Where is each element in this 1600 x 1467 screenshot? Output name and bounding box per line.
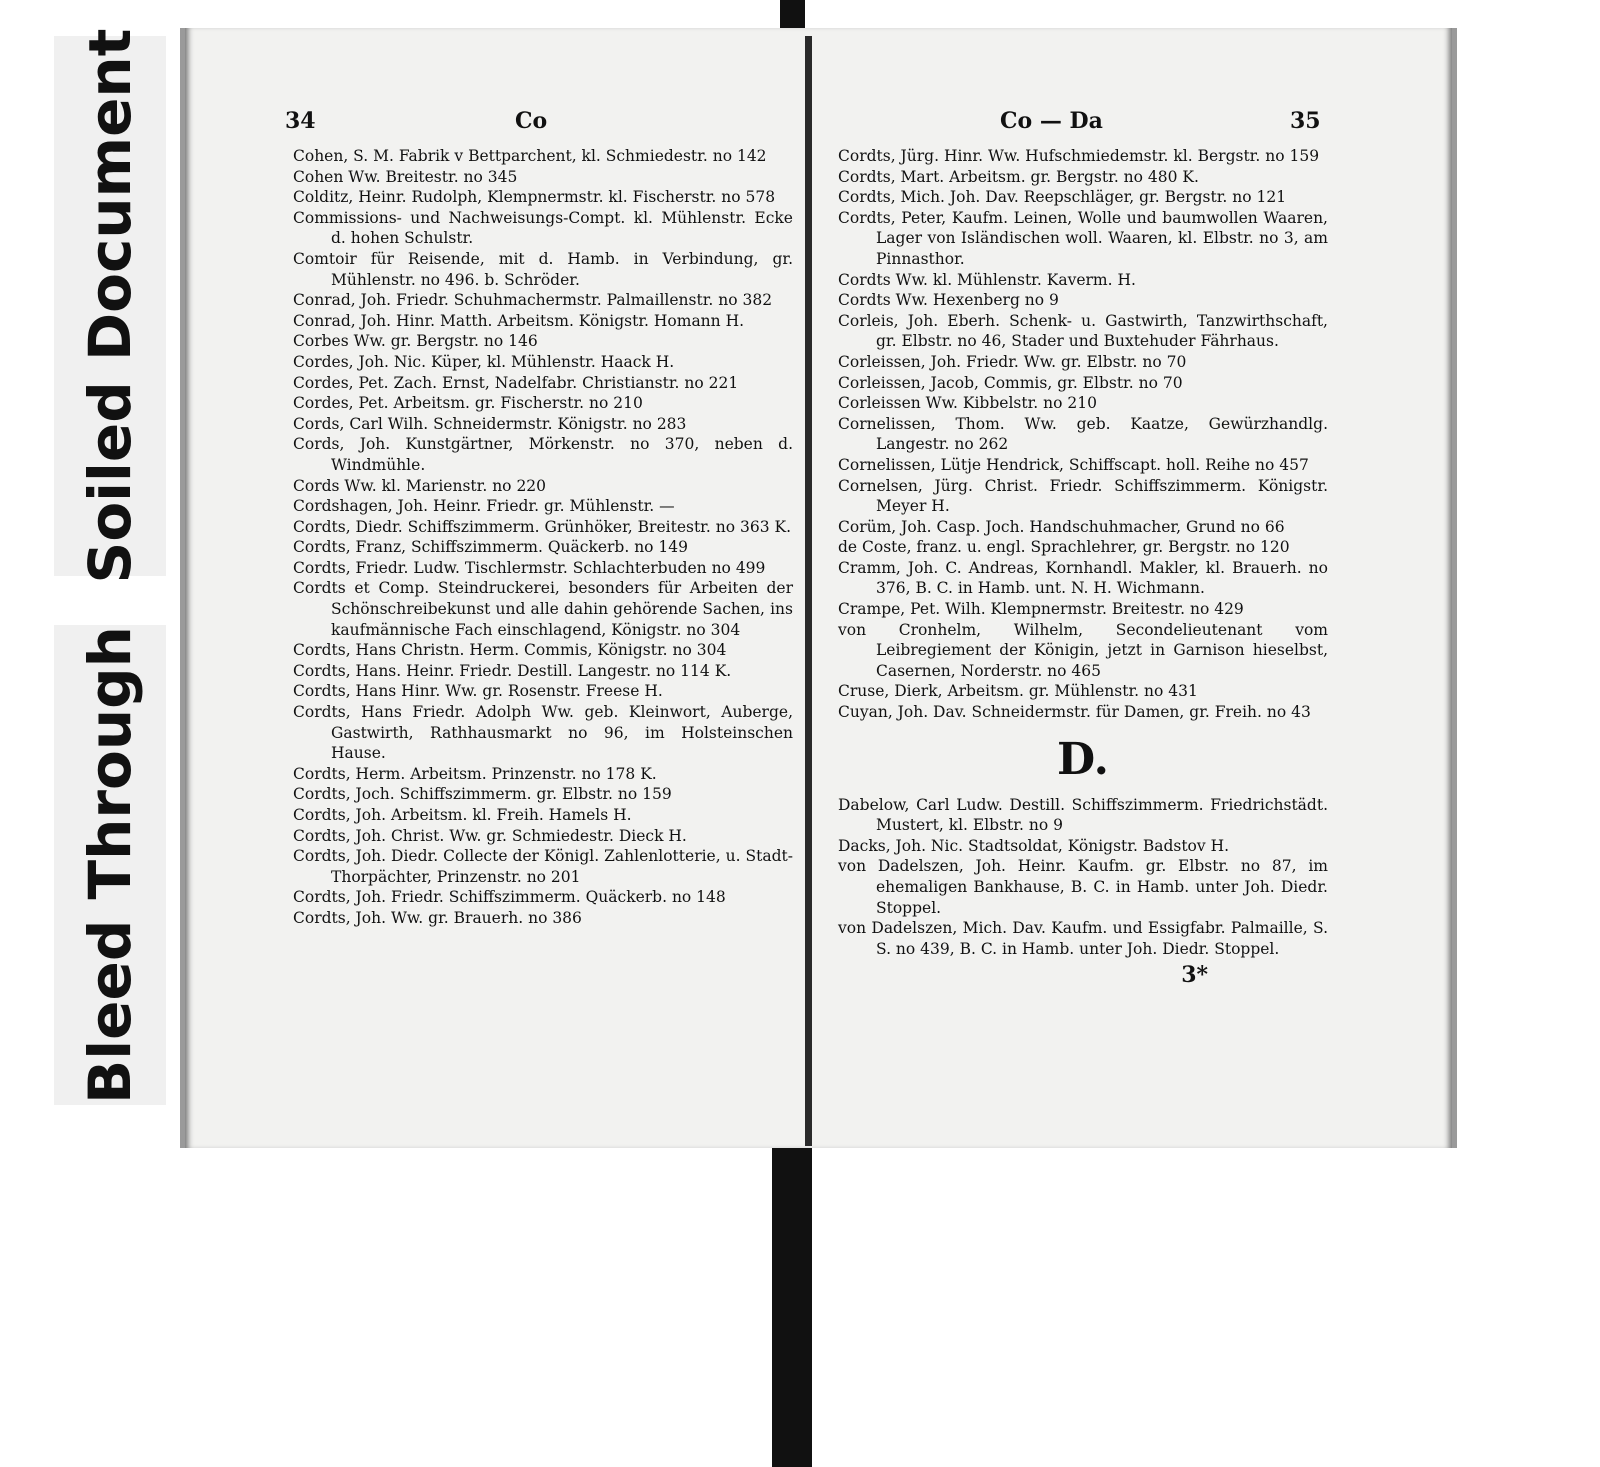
directory-entry: Cordts Ww. Hexenberg no 9 [838,291,1059,310]
directory-entry: de Coste, franz. u. engl. Sprachlehrer, gr. Bergstr. no 120 [838,538,1290,557]
directory-entry: Corleissen, Joh. Friedr. Ww. gr. Elbstr. no 70 [838,352,1187,371]
signature-mark: 3* [1181,962,1208,989]
left-page-number: 34 [285,108,316,134]
directory-entry: Dabelow, Carl Ludw. Destill. Schiffszimmerm. Friedrichstädt. Mustert, kl. Elbstr. no 9 [838,795,1328,835]
directory-entry: Cords, Joh. Kunstgärtner, Mörkenstr. no 370, neben d. Windmühle. [293,435,793,474]
directory-entry: Cordts, Mart. Arbeitsm. gr. Bergstr. no 480 K. [838,167,1199,186]
directory-entry: Cordts Ww. kl. Mühlenstr. Kaverm. H. [838,270,1136,289]
directory-entry: Cordts, Diedr. Schiffszimmerm. Grünhöker, Breitestr. no 363 K. [293,517,791,536]
directory-entry: Cuyan, Joh. Dav. Schneidermstr. für Damen, gr. Freih. no 43 [838,703,1311,722]
directory-entry: Cords Ww. kl. Marienstr. no 220 [293,476,547,495]
right-page [812,28,1457,1148]
directory-entry: Corleissen Ww. Kibbelstr. no 210 [838,394,1097,413]
directory-entry: Conrad, Joh. Friedr. Schuhmachermstr. Palmaillenstr. no 382 [293,291,773,310]
directory-entry: Cordts, Joh. Arbeitsm. kl. Freih. Hamels H. [293,806,632,824]
left-entry-list [293,146,793,929]
directory-entry: Corleissen, Jacob, Commis, gr. Elbstr. no 70 [838,373,1183,392]
directory-entry: Cordts, Mich. Joh. Dav. Reepschläger, gr. Bergstr. no 121 [838,188,1287,207]
directory-entry: Cordts, Herm. Arbeitsm. Prinzenstr. no 178 K. [293,764,657,783]
directory-entry: Colditz, Heinr. Rudolph, Klempnermstr. kl. Fischerstr. no 578 [293,188,776,207]
directory-entry: Cramm, Joh. C. Andreas, Kornhandl. Makler, kl. Brauerh. no 376, B. C. in Hamb. unt. N. H. Wichmann. [838,558,1328,598]
soiled-document-text: Soiled Document [76,28,144,584]
right-page-header [812,108,1452,138]
right-running-head: Co — Da [1000,108,1103,134]
directory-entry: Cordts, Peter, Kaufm. Leinen, Wolle und baumwollen Waaren, Lager von Isländischen woll. Waaren, kl. Elbstr. no 3, am Pinnasthor. [838,208,1328,268]
directory-entry: Commissions- und Nachweisungs-Compt. kl. Mühlenstr. Ecke d. hohen Schulstr. [293,208,793,248]
directory-entry: Cordts, Franz, Schiffszimmerm. Quäckerb. no 149 [293,538,689,557]
directory-entry: Cordts, Hans Friedr. Adolph Ww. geb. Kleinwort, Auberge, Gastwirth, Rathhausmarkt no 96, im Holsteinschen Hause. [293,703,793,763]
directory-entry: Corleis, Joh. Eberh. Schenk- u. Gastwirth, Tanzwirthschaft, gr. Elbstr. no 46, Stader und Buxtehuder Fährhaus. [838,311,1328,351]
soiled-document-label [54,28,166,584]
left-page [180,28,815,1148]
directory-entry: Cordts, Joh. Ww. gr. Brauerh. no 386 [293,908,582,927]
directory-entry: Cordts, Jürg. Hinr. Ww. Hufschmiedemstr. kl. Bergstr. no 159 [838,147,1320,165]
directory-entry: Cornelissen, Thom. Ww. geb. Kaatze, Gewürzhandlg. Langestr. no 262 [838,414,1328,454]
directory-entry: von Dadelszen, Mich. Dav. Kaufm. und Essigfabr. Palmaille, S. S. no 439, B. C. in Hamb. unter Joh. Diedr. Stoppel. [838,919,1328,958]
directory-entry: Cordts, Hans. Heinr. Friedr. Destill. Langestr. no 114 K. [293,661,732,680]
directory-entry: Cornelissen, Lütje Hendrick, Schiffscapt. holl. Reihe no 457 [838,455,1309,474]
directory-entry: Cordes, Pet. Zach. Ernst, Nadelfabr. Christianstr. no 221 [293,373,739,392]
right-page-number: 35 [1290,108,1321,134]
binding-clip-bottom [772,1140,812,1467]
directory-entry: von Dadelszen, Joh. Heinr. Kaufm. gr. Elbstr. no 87, im ehemaligen Bankhause, B. C. in Hamb. unter Joh. Diedr. Stoppel. [838,857,1328,917]
directory-entry: Cords, Carl Wilh. Schneidermstr. Königstr. no 283 [293,414,687,433]
directory-entry: Cordts, Hans Christn. Herm. Commis, Königstr. no 304 [293,641,727,660]
directory-entry: Cordts, Joh. Diedr. Collecte der Königl. Zahlenlotterie, u. Stadt-Thorpächter, Prinzenstr. no 201 [293,847,793,886]
directory-entry: Conrad, Joh. Hinr. Matth. Arbeitsm. Königstr. Homann H. [293,311,745,330]
directory-entry: Cornelsen, Jürg. Christ. Friedr. Schiffszimmerm. Königstr. Meyer H. [838,476,1328,516]
directory-entry: Cruse, Dierk, Arbeitsm. gr. Mühlenstr. no 431 [838,682,1198,701]
directory-entry: Cohen, S. M. Fabrik v Bettparchent, kl. Schmiedestr. no 142 [293,147,767,165]
directory-entry: Corüm, Joh. Casp. Joch. Handschuhmacher, Grund no 66 [838,517,1285,536]
directory-entry: Cordts, Joh. Friedr. Schiffszimmerm. Quäckerb. no 148 [293,888,726,907]
directory-entry: Cordes, Pet. Arbeitsm. gr. Fischerstr. no 210 [293,394,643,413]
directory-entry: Cordts, Joch. Schiffszimmerm. gr. Elbstr. no 159 [293,785,672,804]
left-running-head: Co [515,108,548,134]
directory-entry: Corbes Ww. gr. Bergstr. no 146 [293,332,538,351]
directory-entry: von Cronhelm, Wilhelm, Secondelieutenant vom Leibregiement der Königin, jetzt in Garnison hieselbst, Casernen, Norderstr. no 465 [838,620,1328,680]
directory-entry: Cordes, Joh. Nic. Küper, kl. Mühlenstr. Haack H. [293,352,675,371]
directory-entry: Crampe, Pet. Wilh. Klempnermstr. Breitestr. no 429 [838,600,1244,619]
left-page-header [185,108,815,138]
directory-entry: Dacks, Joh. Nic. Stadtsoldat, Königstr. Badstov H. [838,836,1230,855]
directory-entry: Cordts et Comp. Steindruckerei, besonders für Arbeiten der Schönschreibekunst und alle dahin gehörende Sachen, ins kaufmännische Fach einschlagend, Königstr. no 304 [293,579,793,639]
right-entry-list [838,146,1328,989]
directory-entry: Cordshagen, Joh. Heinr. Friedr. gr. Mühlenstr. — [293,497,675,516]
directory-entry: Cordts, Friedr. Ludw. Tischlermstr. Schlachterbuden no 499 [293,558,766,577]
bleed-through-label [54,625,166,1105]
section-letter-d: D. [1057,733,1109,785]
bleed-through-text: Bleed Through [76,626,144,1104]
directory-entry: Comtoir für Reisende, mit d. Hamb. in Verbindung, gr. Mühlenstr. no 496. b. Schröder. [293,249,793,289]
directory-entry: Cordts, Hans Hinr. Ww. gr. Rosenstr. Freese H. [293,682,663,701]
directory-entry: Cohen Ww. Breitestr. no 345 [293,167,518,186]
directory-entry: Cordts, Joh. Christ. Ww. gr. Schmiedestr. Dieck H. [293,826,687,845]
